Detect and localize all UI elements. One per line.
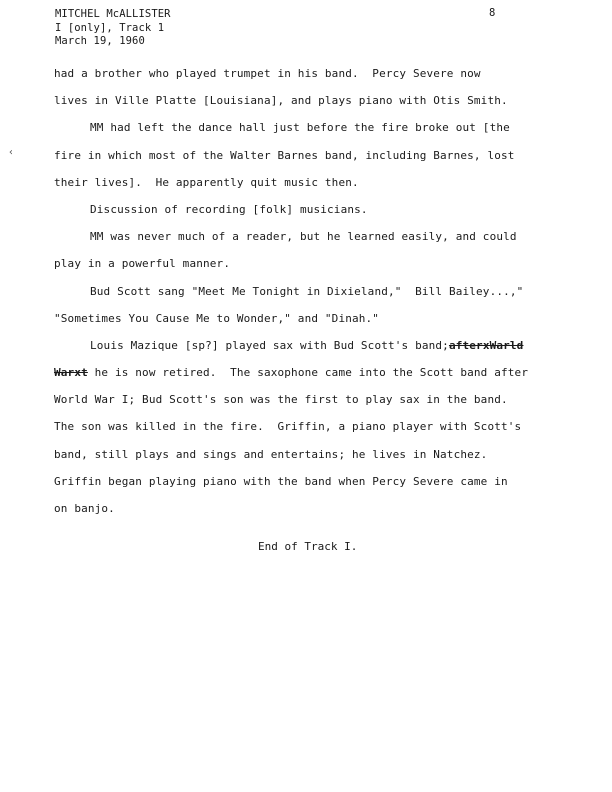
transcript-line: had a brother who played trumpet in his band. Percy Severe now <box>54 67 481 80</box>
margin-mark: ‹ <box>8 147 15 158</box>
transcript-line: band, still plays and sings and entertains; he lives in Natchez. <box>54 447 488 461</box>
transcript-body <box>54 60 574 522</box>
transcript-line: lives in Ville Platte [Louisiana], and plays piano with Otis Smith. <box>54 94 508 108</box>
transcript-line: MM was never much of a reader, but he learned easily, and could <box>90 230 517 244</box>
mazique-text: Louis Mazique [sp?] played sax with Bud Scott's band; <box>90 338 449 352</box>
struck-text: afterxWarld <box>448 338 524 352</box>
mazique-text-continued: he is now retired. The saxophone came into the Scott band after <box>87 366 529 380</box>
end-of-track: End of Track I. <box>258 540 358 553</box>
transcript-line: their lives]. He apparently quit music then. <box>54 175 359 189</box>
struck-text: Warxt <box>54 366 88 380</box>
page-number: 8 <box>489 7 496 19</box>
transcript-line: "Sometimes You Cause Me to Wonder," and "Dinah." <box>54 311 380 325</box>
track-label: I [only], Track 1 <box>55 21 165 34</box>
transcript-line: play in a powerful manner. <box>54 257 231 271</box>
page-header <box>55 8 171 49</box>
interview-date: March 19, 1960 <box>55 35 145 47</box>
transcript-line: fire in which most of the Walter Barnes band, including Barnes, lost <box>54 148 515 162</box>
transcript-line: MM had left the dance hall just before the fire broke out [the <box>90 121 510 135</box>
transcript-line: The son was killed in the fire. Griffin, a piano player with Scott's <box>54 420 522 434</box>
transcript-line <box>54 359 574 386</box>
transcript-line: World War I; Bud Scott's son was the first to play sax in the band. <box>54 393 508 407</box>
transcript-line: Griffin began playing piano with the band when Percy Severe came in <box>54 474 508 488</box>
transcript-line: Bud Scott sang "Meet Me Tonight in Dixieland," Bill Bailey...," <box>90 284 524 298</box>
transcript-line: Discussion of recording [folk] musicians. <box>90 202 368 216</box>
transcript-line: on banjo. <box>54 502 115 515</box>
transcript-line <box>54 332 574 359</box>
interviewee-name: MITCHEL McALLISTER <box>55 8 171 20</box>
